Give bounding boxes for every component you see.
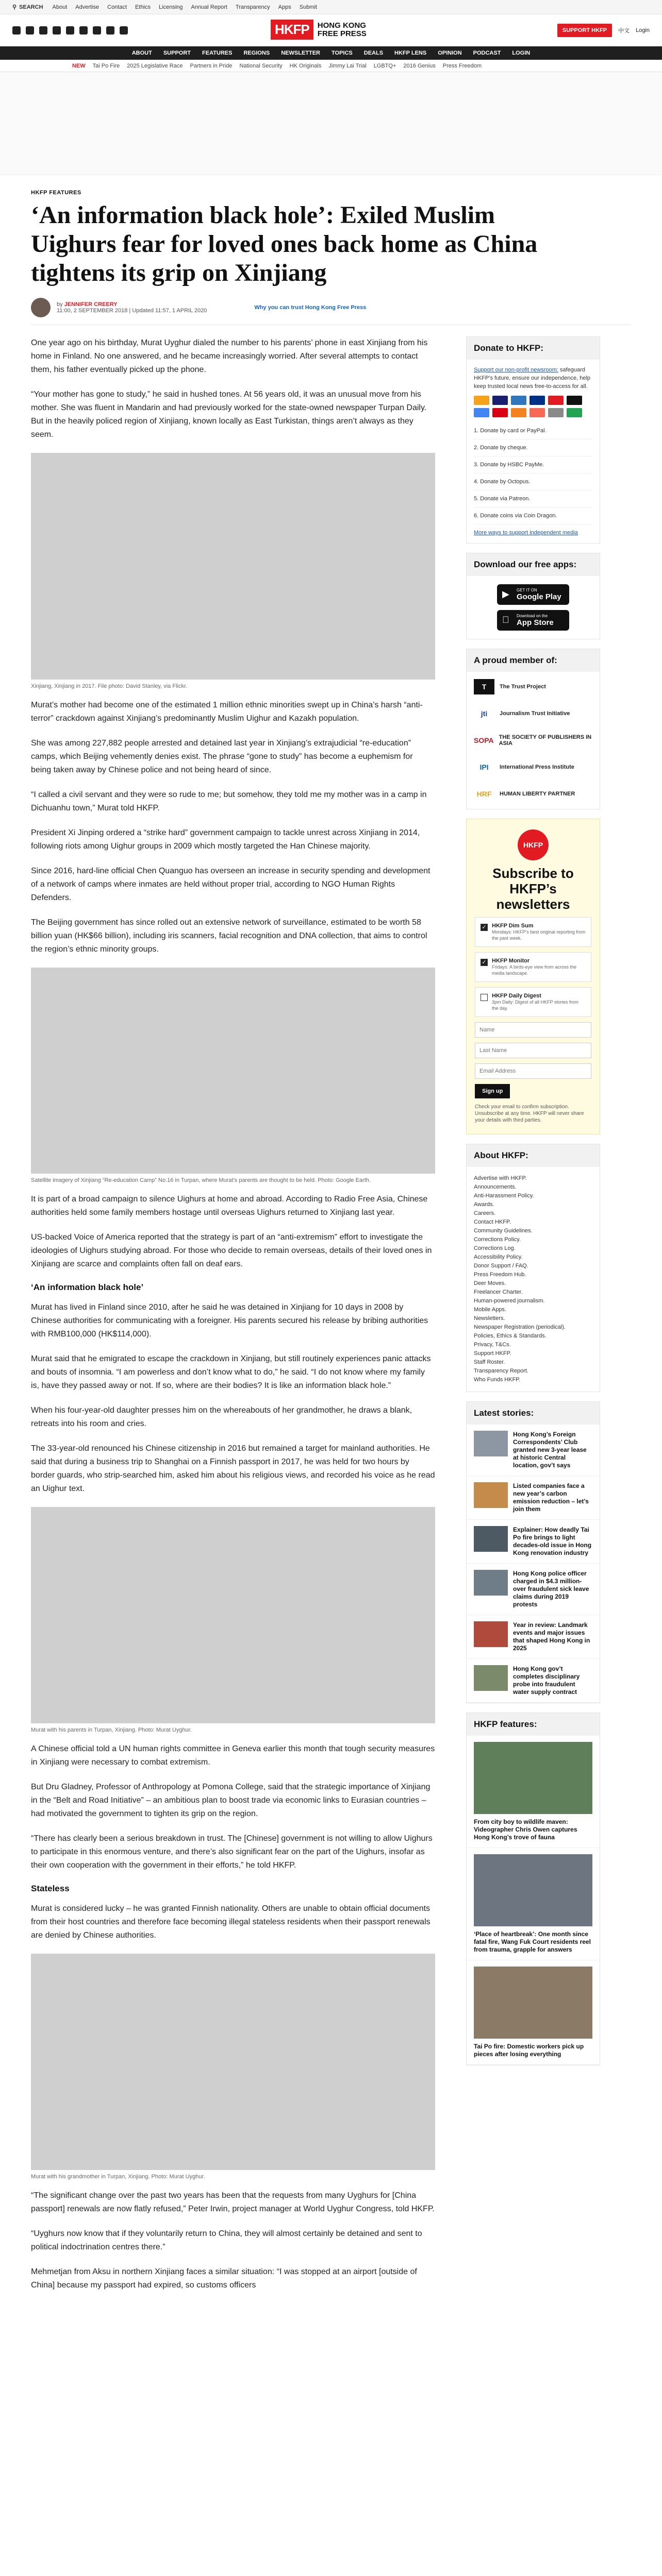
newsletter-box	[466, 819, 600, 1134]
feature-image	[474, 1742, 592, 1814]
main-nav	[0, 46, 662, 60]
checkbox-checked[interactable]: ✓	[481, 959, 488, 966]
language-link[interactable]: 中文	[618, 28, 630, 34]
member-name: Journalism Trust Initiative	[500, 710, 570, 717]
figure	[31, 453, 435, 690]
paragraph: Murat is considered lucky – he was granted Finnish nationality. Others are unable to obtain official documents from their host countries and therefore face becoming illegal stateless residents when their passport renewals are denied by Chinese authorities.	[31, 1904, 431, 1940]
option-desc: 3pm Daily: Digest of all HKFP stories from the day.	[492, 999, 578, 1011]
story-thumbnail	[474, 1482, 508, 1508]
feature-image	[474, 1854, 592, 1926]
trust-link[interactable]: Why you can trust Hong Kong Free Press	[254, 304, 367, 311]
youtube-icon[interactable]	[66, 26, 74, 35]
mail-icon[interactable]	[93, 26, 101, 35]
logo-box: HKFP	[271, 20, 313, 40]
members-box	[466, 649, 600, 809]
badge-small: GET IT ON	[517, 588, 537, 592]
latest-story[interactable]	[467, 1659, 600, 1703]
search-button[interactable]	[12, 4, 43, 10]
coin-icon	[567, 408, 582, 417]
trust-project-logo: T	[474, 679, 494, 694]
paragraph: The 33-year-old renounced his Chinese citizenship in 2016 but remained a target for mainland authorities. He said that during a business trip to Shanghai on a Finnish passport in 2017, he was held for two hours by border guards, who strip-searched him, asked him about his religious views, and recorded his voice as he read an Uighur text.	[31, 1444, 435, 1493]
option-desc: Fridays: A birds-eye view from across the media landscape.	[492, 964, 577, 976]
support-button[interactable]: SUPPORT HKFP	[557, 24, 612, 37]
login-link[interactable]: Login	[636, 27, 650, 33]
topic-link[interactable]: LGBTQ+	[373, 62, 396, 69]
latest-story[interactable]	[467, 1564, 600, 1615]
donate-option[interactable]: 1. Donate by card or PayPal.	[474, 422, 592, 439]
author-link[interactable]: JENNIFER CREERY	[64, 301, 118, 308]
name-field[interactable]	[475, 1022, 591, 1038]
feature-title: ‘Place of heartbreak’: One month since fatal fire, Wang Fuk Court residents reel from trauma, grapple for answers	[474, 1930, 591, 1953]
section-heading: Stateless	[31, 1884, 70, 1893]
story-title: Hong Kong police officer charged in $4.3 million-over fraudulent sick leave claims during 2019 protests	[513, 1570, 589, 1608]
member-name: The Trust Project	[500, 684, 546, 690]
story-title: Hong Kong’s Foreign Correspondents’ Club granted new 3-year lease at historic Central location, gov’t says	[513, 1431, 587, 1469]
hrf-logo: HRF	[476, 790, 492, 798]
paragraph: Murat has lived in Finland since 2010, after he said he was detained in Xinjiang for 10 days in 2008 by Chinese authorities for communicating with a foreigner. His parents secured his release by bribing authorities with RMB100,000 (HK$114,000).	[31, 1303, 428, 1338]
paragraph: It is part of a broad campaign to silence Uighurs at home and abroad. According to Radio Free Asia, Chinese authorities held some family members hostage until overseas Uighurs returned to Xinjiang last year.	[31, 1195, 428, 1217]
about-link[interactable]: Awards.	[474, 1201, 494, 1208]
amex-icon	[511, 396, 526, 405]
about-link[interactable]: Newsletters.	[474, 1315, 505, 1321]
about-link[interactable]: Freelancer Charter.	[474, 1289, 523, 1295]
google-play-badge[interactable]	[497, 584, 569, 605]
logo-line: FREE PRESS	[317, 29, 367, 38]
apps-title: Download our free apps:	[467, 553, 600, 576]
figure	[31, 1954, 435, 2181]
members-title: A proud member of:	[467, 649, 600, 672]
top-link[interactable]: About	[52, 4, 68, 10]
about-link[interactable]: Privacy, T&Cs.	[474, 1342, 511, 1348]
newsletter-option[interactable]	[475, 952, 591, 982]
payme-icon	[492, 408, 508, 417]
nav-item[interactable]: DEALS	[363, 50, 384, 56]
apple-icon	[502, 615, 509, 625]
xinjiang-photo	[31, 453, 435, 680]
ipi-logo: IPI	[479, 763, 489, 771]
about-link[interactable]: Transparency Report.	[474, 1368, 528, 1374]
masthead-actions	[557, 24, 650, 37]
mastercard-icon	[474, 396, 489, 405]
about-box	[466, 1144, 600, 1392]
paragraph: One year ago on his birthday, Murat Uyghur dialed the number to his parents’ phone in east Xinjiang from his home in Finland. No one answered, and he became increasingly worried. After several attempts to contact them, his father eventually picked up the phone.	[31, 338, 428, 374]
paragraph: She was among 227,882 people arrested and detained last year in Xinjiang’s extrajudicial “re-education” camps, which Beijing vehemently denies exist. The phrase “gone to study” has become a euphemism for being taken away by Chinese police and not being heard of since.	[31, 739, 413, 774]
paragraph: But Dru Gladney, Professor of Anthropology at Pomona College, said that the strategic importance of Xinjiang in the “Belt and Road Initiative” – an ambitious plan to boost trade via economic links to Eurasian countries – had motivated the government to tighten its grip on the region.	[31, 1783, 431, 1818]
donate-more-link[interactable]: More ways to support independent media	[474, 530, 578, 536]
feature-story[interactable]	[467, 1960, 600, 2065]
newsletter-title: Subscribe to HKFP’s newsletters	[492, 866, 574, 912]
member-hrf[interactable]	[474, 786, 592, 802]
latest-box	[466, 1401, 600, 1703]
donate-option[interactable]: 3. Donate by HSBC PayMe.	[474, 456, 592, 473]
top-link[interactable]: Apps	[278, 4, 291, 10]
topic-link[interactable]: Tai Po Fire	[92, 62, 120, 69]
topic-link[interactable]: Jimmy Lai Trial	[328, 62, 367, 69]
feature-story[interactable]	[467, 1848, 600, 1960]
main-area	[0, 336, 662, 2303]
play-icon: ▶	[502, 589, 509, 599]
paragraph: When his four-year-old daughter presses him on the whereabouts of her grandmother, he draws a blank, retreats into his room and cries.	[31, 1406, 412, 1428]
top-links	[53, 4, 317, 10]
email-field[interactable]	[475, 1063, 591, 1079]
applepay-icon	[567, 396, 582, 405]
option-title: HKFP Daily Digest	[492, 993, 541, 999]
donate-title: Donate to HKFP:	[467, 337, 600, 360]
search-label: SEARCH	[19, 4, 43, 10]
about-link[interactable]: Community Guidelines.	[474, 1228, 533, 1234]
about-link[interactable]: Announcements.	[474, 1184, 517, 1190]
about-link[interactable]: Corrections Policy.	[474, 1236, 521, 1243]
story-thumbnail	[474, 1431, 508, 1456]
nav-item[interactable]: REGIONS	[243, 50, 270, 56]
publish-date: 11:00, 2 SEPTEMBER 2018	[57, 308, 128, 314]
about-link[interactable]: Careers.	[474, 1210, 496, 1216]
nav-item[interactable]: FEATURES	[202, 50, 233, 56]
article-title: ‘An information black hole’: Exiled Muslim Uighurs fear for loved ones back home as China tightens its grip on Xinjiang	[31, 201, 538, 286]
about-link[interactable]: Donor Support / FAQ.	[474, 1263, 528, 1269]
paragraph: “Your mother has gone to study,” he said in hushed tones. At 56 years old, it was an unusual move from his mother. She was fluent in Mandarin and had previously worked for the state-owned newspaper Turpan Daily. But in the heavily policed region of Xinjiang, known locally as East Turkistan, things aren’t always as they seem.	[31, 390, 427, 439]
satellite-photo	[31, 968, 435, 1174]
apps-box	[466, 553, 600, 639]
topic-link[interactable]: Press Freedom	[442, 62, 482, 69]
newsletter-note: Check your email to confirm subscription. Unsubscribe at any time. HKFP will never share your details with third parties.	[475, 1104, 584, 1123]
x-icon[interactable]	[26, 26, 34, 35]
story-title: Explainer: How deadly Tai Po fire brings to light decades-old issue in Hong Kong renovation industry	[513, 1526, 592, 1556]
donate-body	[467, 360, 600, 543]
checkbox-checked[interactable]: ✓	[481, 924, 488, 931]
badge-large: App Store	[517, 618, 554, 627]
paragraph: “There has clearly been a serious breakdown in trust. The [Chinese] government is not willing to allow Uighurs to participate in this enormous venture, and there’s also significant fear on the part of the Uighurs, insofar as their own cooperation with the government in their efforts,” he told HKFP.	[31, 1834, 433, 1870]
features-title: HKFP features:	[467, 1713, 600, 1736]
updated-date: Updated 11:57, 1 APRIL 2020	[132, 308, 207, 314]
features-box	[466, 1713, 600, 2065]
story-thumbnail	[474, 1526, 508, 1552]
figure-caption: Xinjiang, Xinjiang in 2017. File photo: David Stanley, via Flickr.	[31, 683, 188, 689]
paragraph: Mehmetjan from Aksu in northern Xinjiang faces a similar situation: “I was stopped at an airport [outside of China] because my passport had expired, so customs officers	[31, 2267, 417, 2290]
article-kicker[interactable]: HKFP FEATURES	[31, 190, 81, 196]
article-header	[0, 190, 662, 325]
newsletter-option[interactable]	[475, 917, 591, 947]
badge-small: Download on the	[517, 614, 548, 618]
nav-item[interactable]: LOGIN	[512, 50, 531, 56]
topic-link[interactable]: Partners in Pride	[190, 62, 233, 69]
social-icons	[12, 26, 128, 35]
linkedin-icon[interactable]	[120, 26, 128, 35]
about-link[interactable]: Staff Roster.	[474, 1359, 505, 1365]
story-thumbnail	[474, 1621, 508, 1647]
paragraph: “I called a civil servant and they were so rude to me; but somehow, they told me my mother was in a camp in Dichuanhu town,” Murat told HKFP.	[31, 790, 427, 812]
donate-option[interactable]: 5. Donate via Patreon.	[474, 490, 592, 507]
sidebar	[466, 336, 600, 2303]
latest-title: Latest stories:	[467, 1402, 600, 1425]
feature-title: From city boy to wildlife maven: Videographer Chris Owen captures Hong Kong’s trove of fauna	[474, 1818, 577, 1841]
donate-intro-link[interactable]: Support our non-profit newsroom:	[474, 367, 558, 373]
donate-option[interactable]: 2. Donate by cheque.	[474, 439, 592, 456]
figure-caption: Murat with his parents in Turpan, Xinjiang. Photo: Murat Uyghur.	[31, 1727, 192, 1733]
rss-icon[interactable]	[106, 26, 114, 35]
author-avatar	[31, 298, 51, 317]
paragraph: “The significant change over the past two years has been that the requests from many Uyghurs for [China passport] renewals are now flatly refused,” Peter Irwin, project manager at World Uyghur Congress, told HKFP.	[31, 2191, 435, 2213]
patreon-icon	[529, 408, 545, 417]
story-thumbnail	[474, 1570, 508, 1596]
about-link[interactable]: Accessibility Policy.	[474, 1254, 523, 1260]
app-badges	[467, 576, 600, 639]
last-name-field[interactable]	[475, 1043, 591, 1058]
cheque-icon	[548, 408, 564, 417]
donate-option[interactable]: 4. Donate by Octopus.	[474, 473, 592, 490]
badge-large: Google Play	[517, 592, 561, 601]
sopa-logo: SOPA	[474, 736, 494, 744]
article-body	[31, 336, 435, 2303]
masthead	[0, 14, 662, 46]
facebook-icon[interactable]	[12, 26, 21, 35]
top-link[interactable]: Annual Report	[191, 4, 227, 10]
about-link[interactable]: Corrections Log.	[474, 1245, 516, 1251]
section-heading: ‘An information black hole’	[31, 1282, 144, 1292]
utility-bar	[0, 0, 662, 14]
donate-box	[466, 336, 600, 544]
byline-prefix: by	[57, 301, 63, 308]
nav-item[interactable]: SUPPORT	[163, 50, 191, 56]
visa-icon	[492, 396, 508, 405]
member-trust-project[interactable]	[474, 679, 592, 694]
donate-option[interactable]: 6. Donate coins via Coin Dragon.	[474, 507, 592, 524]
member-jti[interactable]	[474, 706, 592, 721]
checkbox-unchecked[interactable]	[481, 994, 488, 1001]
topic-link[interactable]: HK Originals	[289, 62, 322, 69]
option-desc: Mondays: HKFP’s best original reporting from the past week.	[492, 929, 586, 941]
figure-caption: Satellite imagery of Xinjiang “Re-education Camp” No.16 in Turpan, where Murat’s parents are thought to be held. Photo: Google Earth.	[31, 1177, 371, 1183]
option-title: HKFP Monitor	[492, 958, 530, 964]
story-title: Hong Kong gov’t completes disciplinary probe into fraudulent water supply contract	[513, 1665, 580, 1696]
member-name: THE SOCIETY OF PUBLISHERS IN ASIA	[499, 734, 592, 747]
about-link[interactable]: Newspaper Registration (periodical).	[474, 1324, 566, 1330]
latest-story[interactable]	[467, 1425, 600, 1476]
feature-image	[474, 1967, 592, 2039]
latest-story[interactable]	[467, 1520, 600, 1564]
top-link[interactable]: Contact	[107, 4, 127, 10]
paypal-icon	[529, 396, 545, 405]
paragraph: Since 2016, hard-line official Chen Quanguo has overseen an increase in security spending and development of a network of camps where inmates are held without proper trial, according to NGO Human Rights Defenders.	[31, 867, 431, 902]
newsletter-logo: HKFP	[518, 829, 549, 860]
byline-text: by JENNIFER CREERY 11:00, 2 SEPTEMBER 2018 | Updated 11:57, 1 APRIL 2020	[57, 301, 207, 314]
about-link[interactable]: Mobile Apps.	[474, 1307, 506, 1313]
donate-intro: safeguard HKFP’s future, ensure our independence, help keep trusted local news free-to-access for all.	[474, 367, 591, 389]
site-logo[interactable]	[271, 20, 367, 40]
unionpay-icon	[548, 396, 564, 405]
byline	[31, 298, 631, 325]
nav-item[interactable]: NEWSLETTER	[281, 50, 320, 56]
donate-options	[474, 422, 592, 524]
nav-item[interactable]: TOPICS	[332, 50, 353, 56]
top-link[interactable]: Submit	[299, 4, 317, 10]
latest-story[interactable]	[467, 1615, 600, 1659]
story-thumbnail	[474, 1665, 508, 1691]
instagram-icon[interactable]	[39, 26, 47, 35]
logo-text	[318, 22, 367, 38]
about-link[interactable]: Contact HKFP.	[474, 1219, 511, 1225]
about-link[interactable]: Anti-Harassment Policy.	[474, 1193, 534, 1199]
figure-caption: Murat with his grandmother in Turpan, Xinjiang. Photo: Murat Uyghur.	[31, 2174, 205, 2180]
jti-logo: jti	[481, 709, 488, 718]
about-link[interactable]: Advertise with HKFP.	[474, 1175, 527, 1181]
paragraph: President Xi Jinping ordered a “strike hard” government campaign to tackle unrest across Xinjiang in 2014, following riots among Uighur groups in 2009 which mostly targeted the Han Chinese majority.	[31, 828, 420, 851]
paragraph: “Uyghurs now know that if they voluntarily return to China, they will almost certainly be detained and sent to political indoctrination centres there.”	[31, 2229, 422, 2251]
nav-item[interactable]: HKFP LENS	[394, 50, 427, 56]
feature-title: Tai Po fire: Domestic workers pick up pieces after losing everything	[474, 2043, 584, 2058]
new-badge: NEW	[72, 62, 86, 69]
about-link[interactable]: Policies, Ethics & Standards.	[474, 1333, 547, 1339]
paragraph: A Chinese official told a UN human rights committee in Geneva earlier this month that tough security measures in Xinjiang were necessary to combat extremism.	[31, 1744, 435, 1767]
nav-item[interactable]: PODCAST	[473, 50, 501, 56]
figure	[31, 1507, 435, 1734]
about-title: About HKFP:	[467, 1144, 600, 1167]
bluesky-icon[interactable]	[79, 26, 88, 35]
threads-icon[interactable]	[53, 26, 61, 35]
about-link[interactable]: Support HKFP.	[474, 1350, 511, 1357]
about-link[interactable]: Human-powered journalism.	[474, 1298, 545, 1304]
about-link[interactable]: Who Funds HKFP.	[474, 1377, 521, 1383]
member-list	[467, 672, 600, 809]
ad-placeholder	[0, 72, 662, 175]
top-link[interactable]: Transparency	[235, 4, 270, 10]
app-store-badge[interactable]	[497, 610, 569, 631]
signup-button[interactable]: Sign up	[475, 1084, 510, 1098]
paragraph: US-backed Voice of America reported that the strategy is part of an “anti-extremism” effort to investigate the ideologies of Uighurs studying abroad. For those who decide to remain overseas, details of their loved ones in Xinjiang are scarce and complaints often fall on deaf ears.	[31, 1233, 432, 1268]
nav-item[interactable]: ABOUT	[131, 50, 152, 56]
story-title: Year in review: Landmark events and major issues that shaped Hong Kong in 2025	[513, 1621, 590, 1652]
search-icon: ⚲	[12, 4, 17, 10]
topic-link[interactable]: 2025 Legislative Race	[127, 62, 183, 69]
member-ipi[interactable]	[474, 759, 592, 775]
topic-link[interactable]: National Security	[239, 62, 283, 69]
option-title: HKFP Dim Sum	[492, 923, 534, 929]
payment-icons	[474, 396, 592, 417]
member-sopa[interactable]	[474, 733, 592, 748]
top-link[interactable]: Advertise	[75, 4, 100, 10]
about-list	[467, 1167, 600, 1392]
member-name: HUMAN LIBERTY PARTNER	[500, 791, 575, 797]
paragraph: Murat’s mother had become one of the estimated 1 million ethnic minorities swept up in China’s harsh “anti-terror” crackdown against Xinjiang’s predominantly Muslim Uighur and Kazakh population.	[31, 701, 423, 723]
grandmother-photo	[31, 1954, 435, 2170]
about-link[interactable]: Deer Moves.	[474, 1280, 506, 1286]
topic-link[interactable]: 2016 Genius	[403, 62, 436, 69]
topic-bar	[0, 60, 662, 72]
story-title: Listed companies face a new year’s carbon emission reduction – let’s join them	[513, 1482, 589, 1513]
googlepay-icon	[474, 408, 489, 417]
figure	[31, 968, 435, 1184]
latest-story[interactable]	[467, 1476, 600, 1520]
about-link[interactable]: Press Freedom Hub.	[474, 1272, 526, 1278]
logo-line: HONG KONG	[317, 21, 366, 30]
top-link[interactable]: Licensing	[159, 4, 183, 10]
paragraph: Murat said that he emigrated to escape the crackdown in Xinjiang, but still routinely experiences panic attacks and bouts of insomnia. “I am powerless and don’t know what to do,” he said. “I do not know where my family is, have they passed away or not. If so, where are their bodies? It is like an information black hole.”	[31, 1354, 431, 1390]
feature-story[interactable]	[467, 1736, 600, 1848]
octopus-icon	[511, 408, 526, 417]
newsletter-option[interactable]	[475, 987, 591, 1017]
family-photo	[31, 1507, 435, 1723]
paragraph: The Beijing government has since rolled out an extensive network of surveillance, estimated to be worth 58 billion yuan (HK$66 billion), including iris scanners, facial recognition and DNA collection, that aims to control the region’s ethnic minority groups.	[31, 918, 427, 954]
top-link[interactable]: Ethics	[135, 4, 151, 10]
member-name: International Press Institute	[500, 764, 574, 770]
nav-item[interactable]: OPINION	[438, 50, 462, 56]
